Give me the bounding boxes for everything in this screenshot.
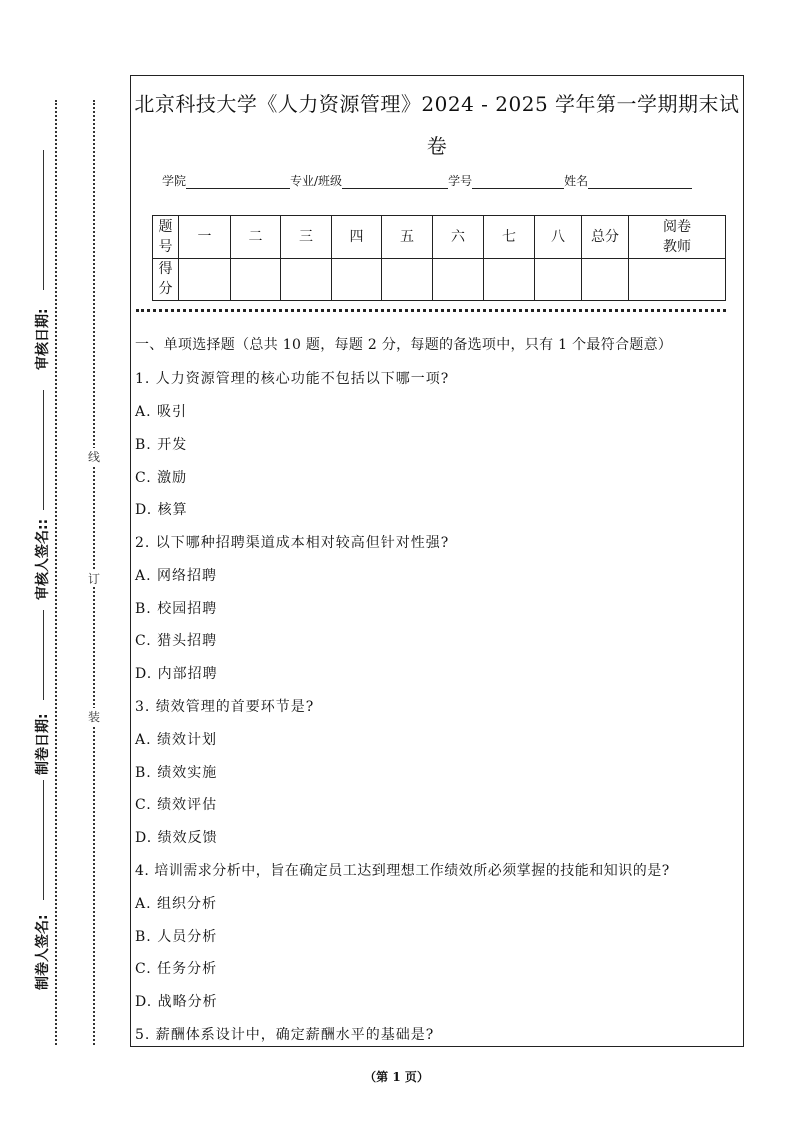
- option-1c: C. 激励: [135, 470, 188, 486]
- dotted-separator: [136, 309, 726, 312]
- reviewer-sign-line: [43, 390, 44, 510]
- question-4: 4. 培训需求分析中，旨在确定员工达到理想工作绩效所必须掌握的技能和知识的是?: [135, 863, 670, 879]
- option-2b: B. 校园招聘: [135, 601, 218, 617]
- option-3c: C. 绩效评估: [135, 797, 218, 813]
- reviewer-date-line: [43, 150, 44, 290]
- score-cell[interactable]: [231, 258, 281, 301]
- cut-char-zhuang: 装: [87, 710, 100, 724]
- option-4a: A. 组织分析: [135, 896, 218, 912]
- score-cell[interactable]: [535, 258, 582, 301]
- score-cell[interactable]: [281, 258, 332, 301]
- score-cell[interactable]: [382, 258, 433, 301]
- maker-date-label: 制卷日期:: [35, 713, 51, 775]
- student-id-label: 学号: [448, 174, 473, 188]
- score-cell-grader[interactable]: [629, 258, 726, 301]
- maker-date-line: [43, 610, 44, 700]
- major-blank[interactable]: [342, 174, 448, 189]
- name-blank[interactable]: [588, 174, 692, 189]
- option-3b: B. 绩效实施: [135, 765, 218, 781]
- option-3d: D. 绩效反馈: [135, 830, 218, 846]
- cut-char-xian: 线: [87, 450, 100, 464]
- score-table-header-row: [153, 216, 726, 259]
- name-label: 姓名: [564, 174, 589, 188]
- exam-title: [131, 83, 743, 167]
- score-cell-total[interactable]: [582, 258, 629, 301]
- college-label: 学院: [162, 174, 187, 188]
- college-blank[interactable]: [186, 174, 290, 189]
- score-cell[interactable]: [179, 258, 231, 301]
- question-5: 5. 薪酬体系设计中，确定薪酬水平的基础是?: [135, 1027, 435, 1043]
- col-header-grader: 阅卷教师: [629, 216, 726, 259]
- major-label: 专业/班级: [290, 174, 343, 188]
- col-header: 四: [332, 216, 382, 259]
- question-1: 1. 人力资源管理的核心功能不包括以下哪一项?: [135, 371, 450, 387]
- col-header: 三: [281, 216, 332, 259]
- question-3: 3. 绩效管理的首要环节是?: [135, 699, 315, 715]
- score-cell[interactable]: [484, 258, 535, 301]
- score-table-score-row: [153, 258, 726, 301]
- col-header: 八: [535, 216, 582, 259]
- col-header-total: 总分: [582, 216, 629, 259]
- row-label-score: 得分: [153, 258, 179, 301]
- option-1a: A. 吸引: [135, 404, 188, 420]
- option-1d: D. 核算: [135, 502, 188, 518]
- reviewer-sign-label: 审核人签名::: [35, 518, 51, 600]
- section-heading: 一、单项选择题（总共 10 题，每题 2 分，每题的备选项中，只有 1 个最符合题意）: [135, 337, 673, 353]
- col-header: 二: [231, 216, 281, 259]
- question-2: 2. 以下哪种招聘渠道成本相对较高但针对性强?: [135, 535, 450, 551]
- col-header: 一: [179, 216, 231, 259]
- exam-title-line2: 卷: [426, 134, 448, 158]
- option-2d: D. 内部招聘: [135, 666, 218, 682]
- option-3a: A. 绩效计划: [135, 732, 218, 748]
- maker-sign-label: 制卷人签名:: [35, 914, 51, 990]
- maker-sign-line: [43, 780, 44, 900]
- option-4c: C. 任务分析: [135, 961, 218, 977]
- score-cell[interactable]: [332, 258, 382, 301]
- option-2a: A. 网络招聘: [135, 568, 218, 584]
- option-4d: D. 战略分析: [135, 994, 218, 1010]
- option-2c: C. 猎头招聘: [135, 633, 218, 649]
- binding-dotted-line-outer: [55, 100, 57, 1045]
- page-number: （第 1 页）: [364, 1070, 429, 1084]
- col-header: 七: [484, 216, 535, 259]
- score-cell[interactable]: [433, 258, 484, 301]
- cut-char-ding: 订: [87, 572, 100, 586]
- reviewer-date-label: 审核日期:: [35, 308, 51, 370]
- option-1b: B. 开发: [135, 437, 188, 453]
- exam-title-line1: 北京科技大学《人力资源管理》2024 - 2025 学年第一学期期末试: [134, 92, 740, 116]
- score-table: [152, 215, 726, 301]
- student-info-row: [162, 172, 692, 189]
- student-id-blank[interactable]: [472, 174, 564, 189]
- col-header: 六: [433, 216, 484, 259]
- row-label-question-no: 题号: [153, 216, 179, 259]
- option-4b: B. 人员分析: [135, 929, 218, 945]
- col-header: 五: [382, 216, 433, 259]
